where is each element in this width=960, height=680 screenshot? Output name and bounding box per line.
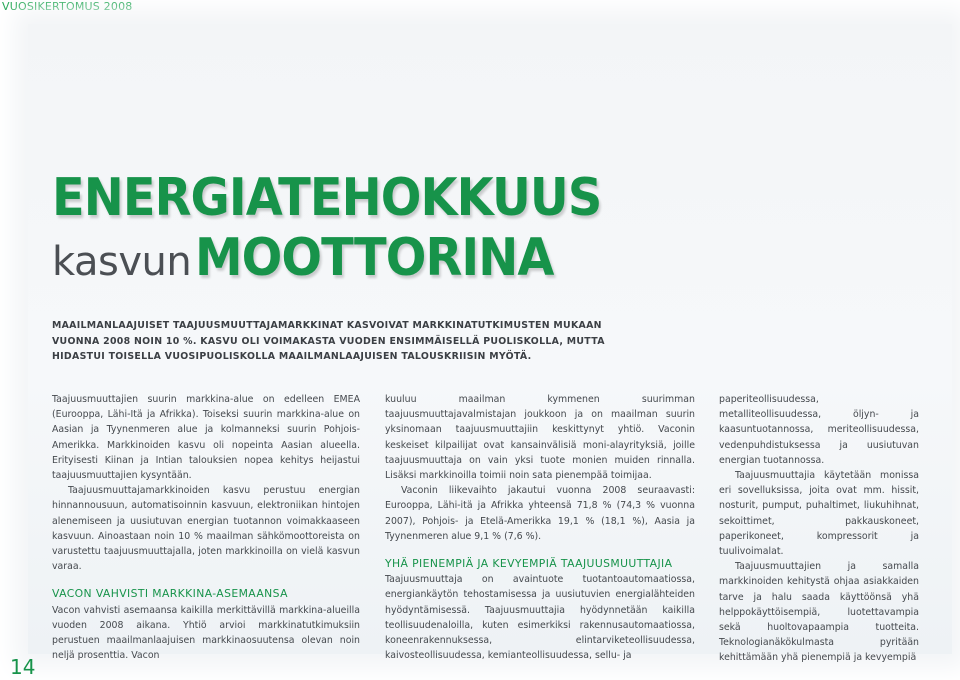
column-paragraph: Taajuusmuuttaja on avaintuote tuotantoautomaatiossa, energiankäytön tehostamisessa ja uusiutuvien energialähteiden hyödyntämisessä. Taajuusmuuttajia hyödynnetään kaikilla teollisuudenaloilla, kuten esimerkiksi rakennusautomaatiossa, koneenrakennuksessa, elintarviketeollisuudessa, kaivosteollisuudessa, kemianteollisuudessa, sellu- ja <box>385 574 695 662</box>
column-paragraph: kuuluu maailman kymmenen suurimman taajuusmuuttajavalmistajan joukkoon ja on maailman suurin yksinomaan taajuusmuuttajiin keskittynyt yhtiö. Vaconin keskeiset kilpailijat ovat kansainvälisiä moni-alayrityksiä, joille taajuusmuuttaja on vain yksi tuote monien muiden rinnalla. Lisäksi markkinoilla toimii noin sata pienempää toimijaa. <box>385 394 695 482</box>
text-column-1 <box>52 392 360 663</box>
column-paragraph: Taajuusmuuttajien ja samalla markkinoiden kehitystä ohjaa asiakkaiden tarve ja halu saada käyttöönsä yhä helppokäyttöisempiä, luotettavampia sekä huoltovapaampia tuotteita. Teknologianäkökulmasta pyritään kehittämään yhä pienempiä ja kevyempiä <box>719 561 919 664</box>
lead-paragraph: MAAILMANLAAJUISET TAAJUUSMUUTTAJAMARKKINAT KASVOIVAT MARKKINATUTKIMUSTEN MUKAAN VUONNA 2008 NOIN 10 %. KASVU OLI VOIMAKASTA VUODEN ENSIMMÄISELLÄ PUOLISKOLLA, MUTTA HIDASTUI TOISELLA VUOSIPUOLISKOLLA MAAILMANLAAJUISEN TALOUSKRIISIN MYÖTÄ. <box>52 320 605 362</box>
title-line-2-bold: MOOTTORINA <box>195 228 554 288</box>
report-header-label: VUOSIKERTOMUS 2008 <box>2 0 133 13</box>
column-paragraph: Taajuusmuuttajamarkkinoiden kasvu perustuu energian hinnannousuun, automatisoinnin kasvuun, elektroniikan hintojen alenemiseen ja uusiutuvan energian tuotannon voimakkaaseen kasvuun. Ainoastaan noin 10 % maailman sähkömoottoreista on varustettu taajuusmuuttajalla, joten markkinoilla on vielä kasvun varaa. <box>52 485 360 573</box>
text-column-2 <box>385 392 695 663</box>
section-heading: YHÄ PIENEMPIÄ JA KEVYEMPIÄ TAAJUUSMUUTTAJIA <box>385 557 673 571</box>
title-subtitle-word: kasvun <box>52 239 192 285</box>
column-paragraph: paperiteollisuudessa, metalliteollisuudessa, öljyn- ja kaasuntuotannossa, meriteollisuudessa, vedenpuhdistuksessa ja uusiutuvan energian tuotannossa. <box>719 394 919 466</box>
text-column-3 <box>719 392 919 666</box>
title-line-1: ENERGIATEHOKKUUS <box>52 168 602 228</box>
column-paragraph: Taajuusmuuttajia käytetään monissa eri sovelluksissa, joita ovat mm. hissit, nosturit, pumput, puhaltimet, liukuhihnat, sekoittimet, pakkauskoneet, paperikoneet, kompressorit ja tuulivoimalat. <box>719 470 919 558</box>
column-paragraph: Vaconin liikevaihto jakautui vuonna 2008 seuraavasti: Eurooppa, Lähi-itä ja Afrikka yhteensä 71,8 % (74,3 % vuonna 2007), Pohjois- ja Etelä-Amerikka 19,1 % (18,1 %), Aasia ja Tyynenmeren alue 9,1 % (7,6 %). <box>385 485 695 542</box>
column-paragraph: Vacon vahvisti asemaansa kaikilla merkittävillä markkina-alueilla vuoden 2008 aikana. Yhtiö arvioi markkinatutkimuksiin perustuen maailmanlaajuisen markkinaosuutensa olevan noin neljä prosenttia. Vacon <box>52 604 360 662</box>
title-line-2 <box>52 228 585 288</box>
page-number: 14 <box>10 655 36 679</box>
column-paragraph: Taajuusmuuttajien suurin markkina-alue on edelleen EMEA (Eurooppa, Lähi-Itä ja Afrikka). Toiseksi suurin markkina-alue on Aasian ja Tyynenmeren alue ja kolmanneksi suurin Pohjois-Amerikka. Markkinoiden kasvu oli nopeinta Aasian alueella. Erityisesti Kiinan ja Intian talouksien nopea kehitys heijastui taajuusmuuttajien kysyntään. <box>52 394 360 482</box>
section-heading: VACON VAHVISTI MARKKINA-ASEMAANSA <box>52 587 288 601</box>
